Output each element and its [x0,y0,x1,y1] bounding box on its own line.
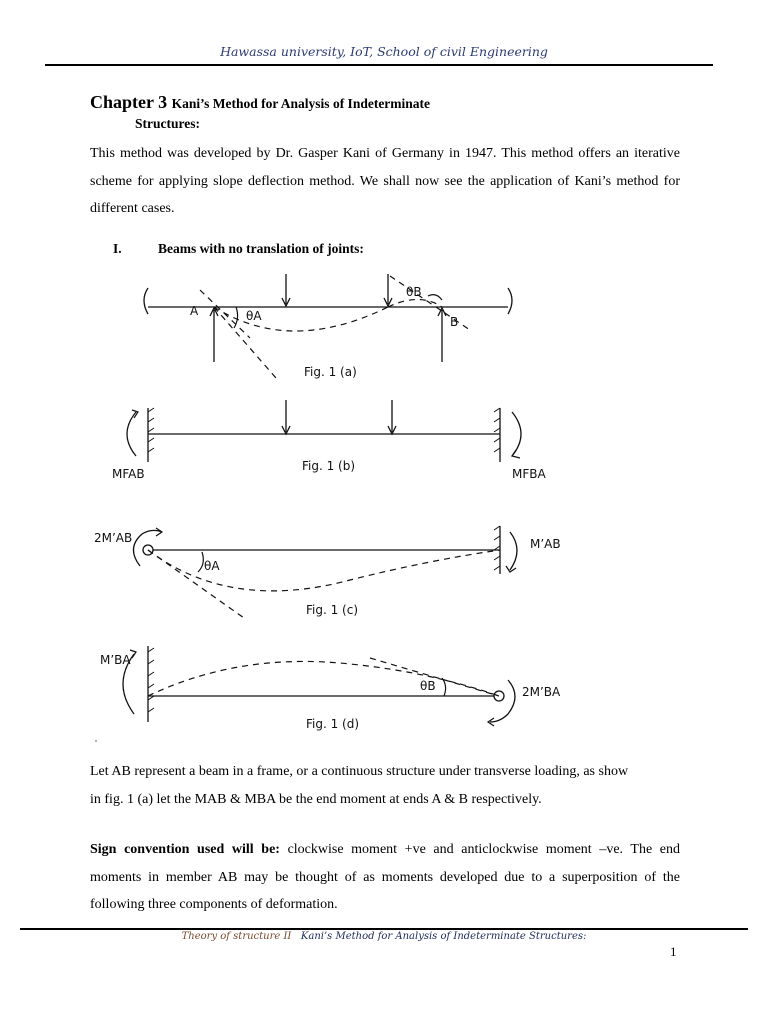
figure-1b [90,398,550,488]
chapter-title-line1: Kani’s Method for Analysis of Indeterminate [171,96,431,111]
two-mba-prime-label: 2M’BA [522,685,561,699]
figure-1a [90,270,530,388]
mfba-label: MFBA [512,467,546,481]
header-rule [45,64,713,66]
page-footer [0,931,768,942]
stray-mark [95,740,97,742]
figure-1a-drawing [90,270,530,388]
theta-a-label: θA [246,309,262,323]
sign-convention-label: Sign convention used will be: [90,842,280,857]
figure-1c-drawing [90,520,570,630]
sign-convention-paragraph [90,836,680,919]
mba-prime-label: M’BA [100,653,131,667]
chapter-heading [90,92,430,113]
footer-topic: Kani’s Method for Analysis of Indeterminate Structures: [300,931,587,942]
label-b: B [450,315,459,329]
footer-course: Theory of structure II [181,931,292,942]
sign-convention-text: clockwise moment +ve and anticlockwise moment –ve. The end moments in member AB may be thought of as moments developed due to a superposition of the following three components of deformation. [90,842,680,912]
figure-1d-drawing [90,640,570,740]
theta-b-label: θB [406,285,422,299]
page-number: 1 [670,944,677,959]
intro-paragraph: This method was developed by Dr. Gasper Kani of Germany in 1947. This method offers an iterative scheme for applying slope deflection method. We shall now see the application of Kani’s method for different cases. [90,146,680,216]
beam-description-line2: in fig. 1 (a) let the MAB & MBA be the end moment at ends A & B respectively. [90,791,542,807]
fig-1b-caption: Fig. 1 (b) [302,459,356,473]
mfab-label: MFAB [112,467,145,481]
mab-prime-label: M’AB [530,537,561,551]
section-title: Beams with no translation of joints: [158,241,364,256]
section-number: I. [113,241,122,256]
figure-1b-drawing [90,398,550,488]
beam-description-paragraph [90,758,680,813]
chapter-number: Chapter 3 [90,92,168,112]
theta-b-d-label: θB [420,679,436,693]
two-mab-prime-label: 2M’AB [94,531,133,545]
theta-a-c-label: θA [204,559,220,573]
chapter-title-line2: Structures: [135,116,200,131]
fig-1a-caption: Fig. 1 (a) [304,365,357,379]
footer-rule [20,928,748,930]
fig-1d-caption: Fig. 1 (d) [306,717,360,731]
figure-1d [90,640,570,740]
figure-1c [90,520,570,630]
beam-description-line1: Let AB represent a beam in a frame, or a continuous structure under transverse loading, as show [90,764,629,779]
label-a: A [190,304,199,318]
page-header: Hawassa university, IoT, School of civil Engineering [220,44,548,59]
fig-1c-caption: Fig. 1 (c) [306,603,359,617]
